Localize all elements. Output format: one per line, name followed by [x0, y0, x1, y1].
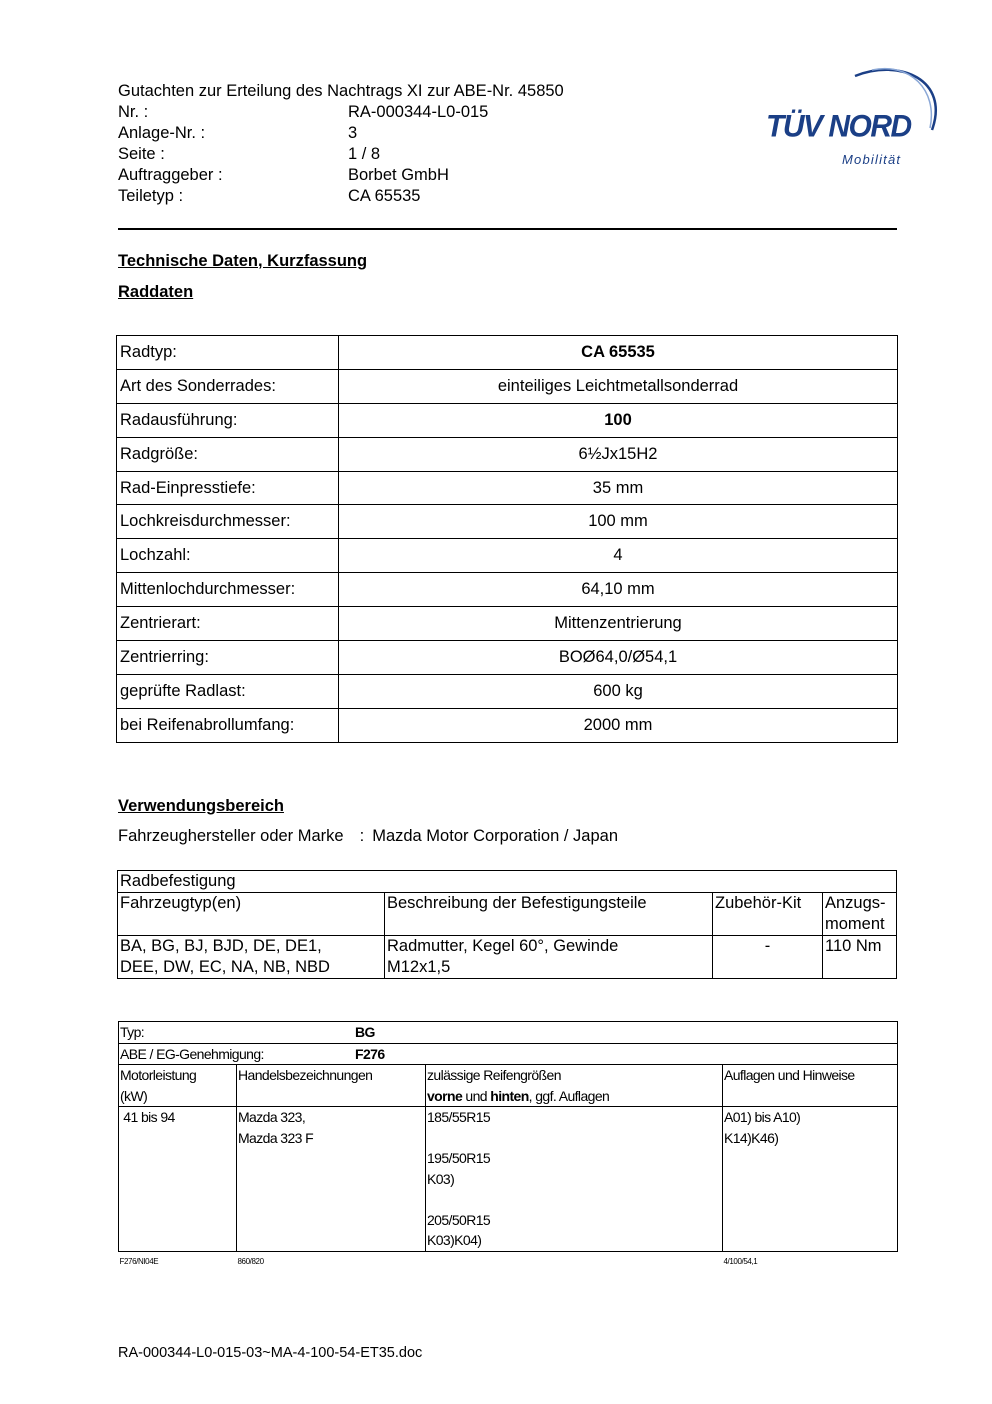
- header-field: Nr. : RA-000344-L0-015: [118, 103, 489, 121]
- header-field: Anlage-Nr. : 3: [118, 124, 358, 142]
- table-row: 41 bis 94 Mazda 323, Mazda 323 F 185/55R15 195/50R15 K03) 205/50R15 K03)K04) A01) bis A10) K14)K46): [119, 1107, 898, 1252]
- table-row: geprüfte Radlast: 600 kg: [117, 674, 898, 708]
- section-subtitle: Raddaten: [118, 283, 194, 301]
- table-header-row: Fahrzeugtyp(en) Beschreibung der Befestigungsteile Zubehör-Kit Anzugs-moment: [118, 893, 897, 936]
- table-row: Mittenlochdurchmesser: 64,10 mm: [117, 573, 898, 607]
- table-row: Radbefestigung: [118, 871, 897, 893]
- manufacturer-line: Fahrzeughersteller oder Marke : Mazda Motor Corporation / Japan: [118, 827, 618, 845]
- logo-wordmark: TÜV NORD: [766, 109, 911, 144]
- typ-footnote-row: F276/NI04E 860/820 4/100/54,1: [119, 1256, 758, 1266]
- abe-row: ABE / EG-Genehmigung: F276: [119, 1043, 898, 1065]
- document-title: Gutachten zur Erteilung des Nachtrags XI zur ABE-Nr. 45850: [118, 82, 564, 100]
- logo-subtitle: Mobilität: [842, 152, 902, 167]
- table-row: Radgröße: 6½Jx15H2: [117, 437, 898, 471]
- table-row: Radausführung: 100: [117, 403, 898, 437]
- header-field: Auftraggeber : Borbet GmbH: [118, 166, 449, 184]
- raddaten-table: [116, 335, 898, 743]
- table-row: Art des Sonderrades: einteiliges Leichtmetallsonderrad: [117, 369, 898, 403]
- table-row: Lochkreisdurchmesser: 100 mm: [117, 505, 898, 539]
- table-row: bei Reifenabrollumfang: 2000 mm: [117, 708, 898, 742]
- section-title: Verwendungsbereich: [118, 797, 284, 815]
- table-row: Zentrierring: BOØ64,0/Ø54,1: [117, 641, 898, 675]
- table-header-row: Motorleistung (kW) Handelsbezeichnungen zulässige Reifengrößen vorne und hinten, ggf. Auflagen Auflagen und Hinweise: [119, 1065, 898, 1107]
- document-header: [118, 81, 564, 207]
- table-row: Rad-Einpresstiefe: 35 mm: [117, 471, 898, 505]
- table-row: Zentrierart: Mittenzentrierung: [117, 607, 898, 641]
- typ-table: [118, 1021, 898, 1272]
- footer-filename: RA-000344-L0-015-03~MA-4-100-54-ET35.doc: [118, 1345, 423, 1361]
- table-row: BA, BG, BJ, BJD, DE, DE1, DEE, DW, EC, NA, NB, NBD Radmutter, Kegel 60°, Gewinde M12x1,5 - 110 Nm: [118, 936, 897, 979]
- header-divider: [118, 228, 897, 230]
- tuev-nord-logo: [760, 60, 940, 170]
- table-row: Lochzahl: 4: [117, 539, 898, 573]
- table-row: Radtyp: CA 65535: [117, 336, 898, 370]
- typ-row: Typ: BG: [119, 1022, 898, 1044]
- section-title: Technische Daten, Kurzfassung: [118, 252, 368, 270]
- radbefestigung-table: [117, 870, 897, 979]
- header-field: Teiletyp : CA 65535: [118, 187, 421, 205]
- header-field: Seite : 1 / 8: [118, 145, 381, 163]
